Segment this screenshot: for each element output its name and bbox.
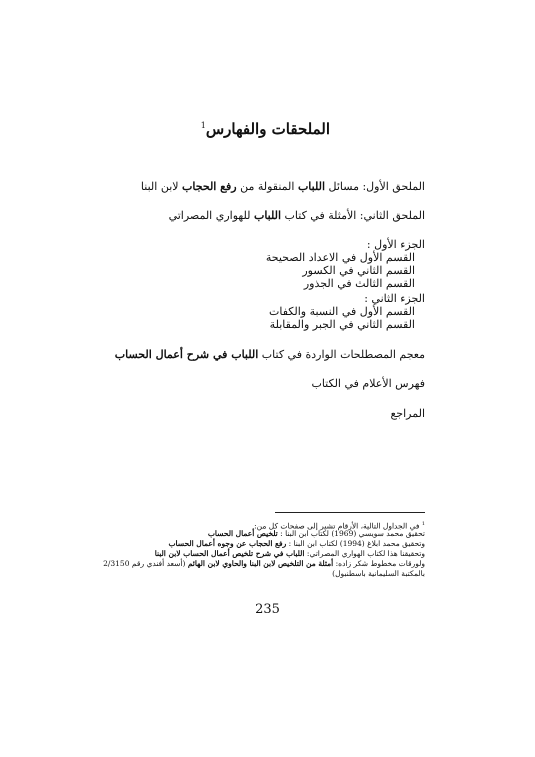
part-1-item-3: القسم الثالث في الجذور bbox=[303, 277, 415, 290]
glossary-bold-title: اللباب في شرح أعمال الحساب bbox=[114, 348, 259, 361]
appendix-2-suffix: للهواري المصراتي bbox=[168, 209, 254, 222]
title-footnote-mark: 1 bbox=[200, 121, 206, 130]
glossary-line bbox=[115, 348, 425, 362]
footnote-separator bbox=[275, 512, 425, 513]
footnote-line-3-prefix: وتحقيق محمد ابلاغ (1994) لكتاب ابن البنا : bbox=[286, 539, 425, 548]
page-title-text: الملحقات والفهارس bbox=[205, 120, 330, 138]
part-1-item-2: القسم الثاني في الكسور bbox=[302, 264, 415, 277]
appendix-1-suffix: لابن البنا bbox=[140, 180, 183, 193]
page-number: 235 bbox=[255, 602, 280, 617]
footnote-line-5-bold: أمثلة من التلخيص لابن البنا والحاوي لابن الهائم bbox=[187, 559, 334, 568]
part-1-heading: الجزء الأول : bbox=[366, 238, 425, 251]
part-2-item-2: القسم الثاني في الجبر والمقابلة bbox=[269, 318, 415, 331]
footnote-line-4 bbox=[155, 549, 425, 559]
footnote-line-4-prefix: وتحقيقنا هذا لكتاب الهواري المصراتي: bbox=[304, 549, 425, 558]
footnote-line-5-prefix: ولورقات مخطوط شكر زاده: bbox=[333, 559, 425, 568]
footnote-line-5-suffix: (أسعد أفندي رقم 2/3150 bbox=[103, 559, 188, 568]
part-2-item-1: القسم الأول في النسبة والكفات bbox=[269, 305, 415, 318]
appendix-2-bold-lubab: اللباب bbox=[253, 209, 282, 222]
glossary-prefix: معجم المصطلحات الواردة في كتاب bbox=[258, 348, 425, 361]
appendix-1-line bbox=[141, 180, 425, 194]
footnote-line-5 bbox=[103, 559, 425, 569]
part-2-heading: الجزء الثاني : bbox=[364, 292, 425, 305]
appendix-1-bold-hijab: رفع الحجاب bbox=[182, 180, 237, 193]
footnote-line-2 bbox=[208, 529, 425, 539]
appendix-2-prefix: الملحق الثاني: الأمثلة في كتاب bbox=[281, 209, 425, 222]
part-1-item-1: القسم الأول في الاعداد الصحيحة bbox=[265, 251, 415, 264]
appendix-1-bold-lubab: اللباب bbox=[297, 180, 326, 193]
footnote-line-3-bold: رفع الحجاب عن وجوه أعمال الحساب bbox=[168, 539, 287, 548]
page-title bbox=[201, 120, 330, 138]
footnote-line-2-bold: تلخيص أعمال الحساب bbox=[207, 529, 278, 538]
footnote-line-6: بالمكتبة السليمانية باسطنبول) bbox=[332, 569, 425, 578]
footnote-mark: 1 bbox=[421, 521, 425, 527]
appendix-1-middle: المنقولة من bbox=[236, 180, 298, 193]
footnote-line-4-bold: اللباب في شرح تلخيص أعمال الحساب لابن البنا bbox=[154, 549, 305, 558]
references-line: المراجع bbox=[390, 407, 425, 420]
footnote-line-3 bbox=[168, 539, 425, 549]
footnote-line-2-prefix: تحقيق محمد سويسي (1969) لكتاب ابن البنا : bbox=[277, 529, 425, 538]
footnote-line-1-text: في الجداول التالية، الأرقام تشير إلى صفحات كل من: bbox=[254, 521, 422, 531]
index-names-line: فهرس الأعلام في الكتاب bbox=[311, 377, 425, 390]
appendix-1-prefix: الملحق الأول: مسائل bbox=[325, 180, 425, 193]
appendix-2-line bbox=[169, 209, 425, 223]
